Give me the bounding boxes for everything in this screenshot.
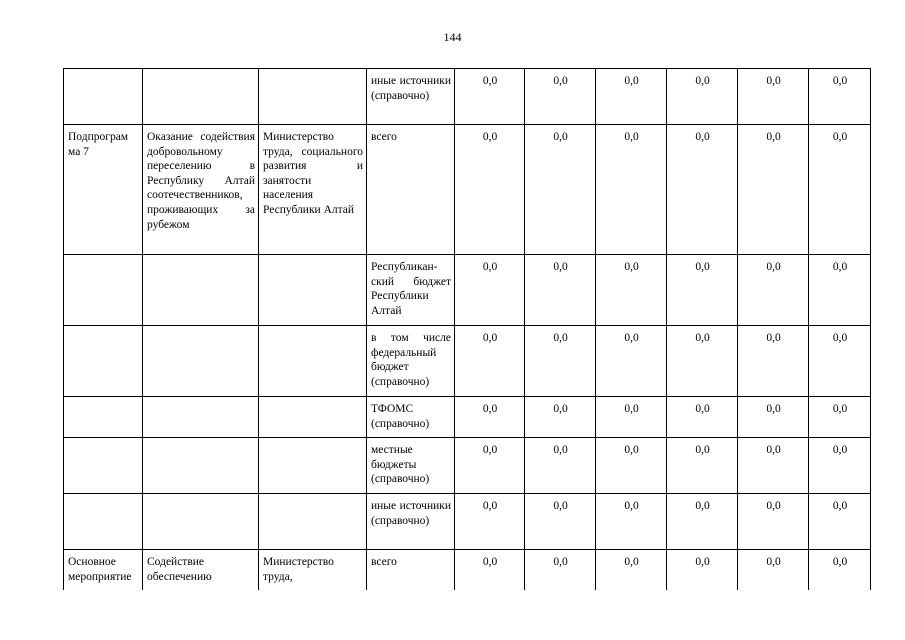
executor-cell bbox=[259, 494, 367, 550]
value-cell: 0,0 bbox=[738, 550, 809, 590]
executor-cell bbox=[259, 397, 367, 438]
value-cell: 0,0 bbox=[809, 255, 871, 326]
table-row bbox=[64, 125, 871, 255]
value-cell: 0,0 bbox=[738, 125, 809, 255]
value-cell: 0,0 bbox=[525, 494, 596, 550]
funding-source-cell: всего bbox=[367, 125, 455, 255]
page-number: 144 bbox=[443, 30, 462, 44]
value-cell: 0,0 bbox=[596, 69, 667, 125]
table-row bbox=[64, 494, 871, 550]
value-cell: 0,0 bbox=[455, 69, 525, 125]
value-cell: 0,0 bbox=[455, 438, 525, 494]
table-row bbox=[64, 397, 871, 438]
program-cell bbox=[64, 69, 143, 125]
value-cell: 0,0 bbox=[455, 397, 525, 438]
value-cell: 0,0 bbox=[738, 397, 809, 438]
value-cell: 0,0 bbox=[455, 550, 525, 590]
value-cell: 0,0 bbox=[596, 255, 667, 326]
value-cell: 0,0 bbox=[455, 494, 525, 550]
program-cell: Основное мероприятие bbox=[64, 550, 143, 590]
value-cell: 0,0 bbox=[809, 125, 871, 255]
funding-source-cell: иные источники (справочно) bbox=[367, 69, 455, 125]
value-cell: 0,0 bbox=[455, 326, 525, 397]
program-cell: Подпрограм ма 7 bbox=[64, 125, 143, 255]
value-cell: 0,0 bbox=[809, 494, 871, 550]
value-cell: 0,0 bbox=[738, 255, 809, 326]
value-cell: 0,0 bbox=[667, 397, 738, 438]
executor-cell bbox=[259, 326, 367, 397]
value-cell: 0,0 bbox=[667, 438, 738, 494]
value-cell: 0,0 bbox=[738, 494, 809, 550]
value-cell: 0,0 bbox=[525, 125, 596, 255]
description-cell bbox=[143, 326, 259, 397]
table-row bbox=[64, 550, 871, 590]
executor-cell bbox=[259, 438, 367, 494]
value-cell: 0,0 bbox=[809, 69, 871, 125]
value-cell: 0,0 bbox=[525, 550, 596, 590]
value-cell: 0,0 bbox=[525, 397, 596, 438]
value-cell: 0,0 bbox=[809, 397, 871, 438]
value-cell: 0,0 bbox=[596, 438, 667, 494]
value-cell: 0,0 bbox=[809, 438, 871, 494]
table-body bbox=[64, 69, 871, 590]
description-cell bbox=[143, 438, 259, 494]
value-cell: 0,0 bbox=[667, 125, 738, 255]
table-row bbox=[64, 438, 871, 494]
value-cell: 0,0 bbox=[455, 255, 525, 326]
program-cell bbox=[64, 255, 143, 326]
description-cell bbox=[143, 494, 259, 550]
funding-source-cell: в том числе федеральный бюджет (справочно) bbox=[367, 326, 455, 397]
table-row bbox=[64, 69, 871, 125]
value-cell: 0,0 bbox=[667, 255, 738, 326]
executor-cell: Министерство труда, социального развития и занятости населения Республики Алтай bbox=[259, 125, 367, 255]
description-cell bbox=[143, 255, 259, 326]
value-cell: 0,0 bbox=[809, 550, 871, 590]
value-cell: 0,0 bbox=[738, 69, 809, 125]
description-cell bbox=[143, 397, 259, 438]
value-cell: 0,0 bbox=[667, 550, 738, 590]
value-cell: 0,0 bbox=[667, 69, 738, 125]
value-cell: 0,0 bbox=[525, 438, 596, 494]
program-cell bbox=[64, 326, 143, 397]
description-cell: Содействие обеспечению bbox=[143, 550, 259, 590]
program-cell bbox=[64, 397, 143, 438]
budget-table bbox=[63, 68, 871, 590]
funding-source-cell: всего bbox=[367, 550, 455, 590]
value-cell: 0,0 bbox=[738, 326, 809, 397]
value-cell: 0,0 bbox=[525, 255, 596, 326]
value-cell: 0,0 bbox=[596, 550, 667, 590]
description-cell bbox=[143, 69, 259, 125]
value-cell: 0,0 bbox=[525, 326, 596, 397]
value-cell: 0,0 bbox=[667, 326, 738, 397]
program-cell bbox=[64, 438, 143, 494]
funding-source-cell: иные источники (справочно) bbox=[367, 494, 455, 550]
value-cell: 0,0 bbox=[525, 69, 596, 125]
table-row bbox=[64, 255, 871, 326]
value-cell: 0,0 bbox=[596, 125, 667, 255]
executor-cell bbox=[259, 255, 367, 326]
table-row bbox=[64, 326, 871, 397]
value-cell: 0,0 bbox=[809, 326, 871, 397]
funding-source-cell: местные бюджеты (справочно) bbox=[367, 438, 455, 494]
value-cell: 0,0 bbox=[667, 494, 738, 550]
funding-source-cell: Республикан-ский бюджет Республики Алтай bbox=[367, 255, 455, 326]
value-cell: 0,0 bbox=[596, 494, 667, 550]
value-cell: 0,0 bbox=[596, 397, 667, 438]
executor-cell bbox=[259, 69, 367, 125]
funding-source-cell: ТФОМС (справочно) bbox=[367, 397, 455, 438]
value-cell: 0,0 bbox=[455, 125, 525, 255]
value-cell: 0,0 bbox=[738, 438, 809, 494]
value-cell: 0,0 bbox=[596, 326, 667, 397]
description-cell: Оказание содействия добровольному переселению в Республику Алтай соотечественников, проживающих за рубежом bbox=[143, 125, 259, 255]
program-cell bbox=[64, 494, 143, 550]
executor-cell: Министерство труда, bbox=[259, 550, 367, 590]
